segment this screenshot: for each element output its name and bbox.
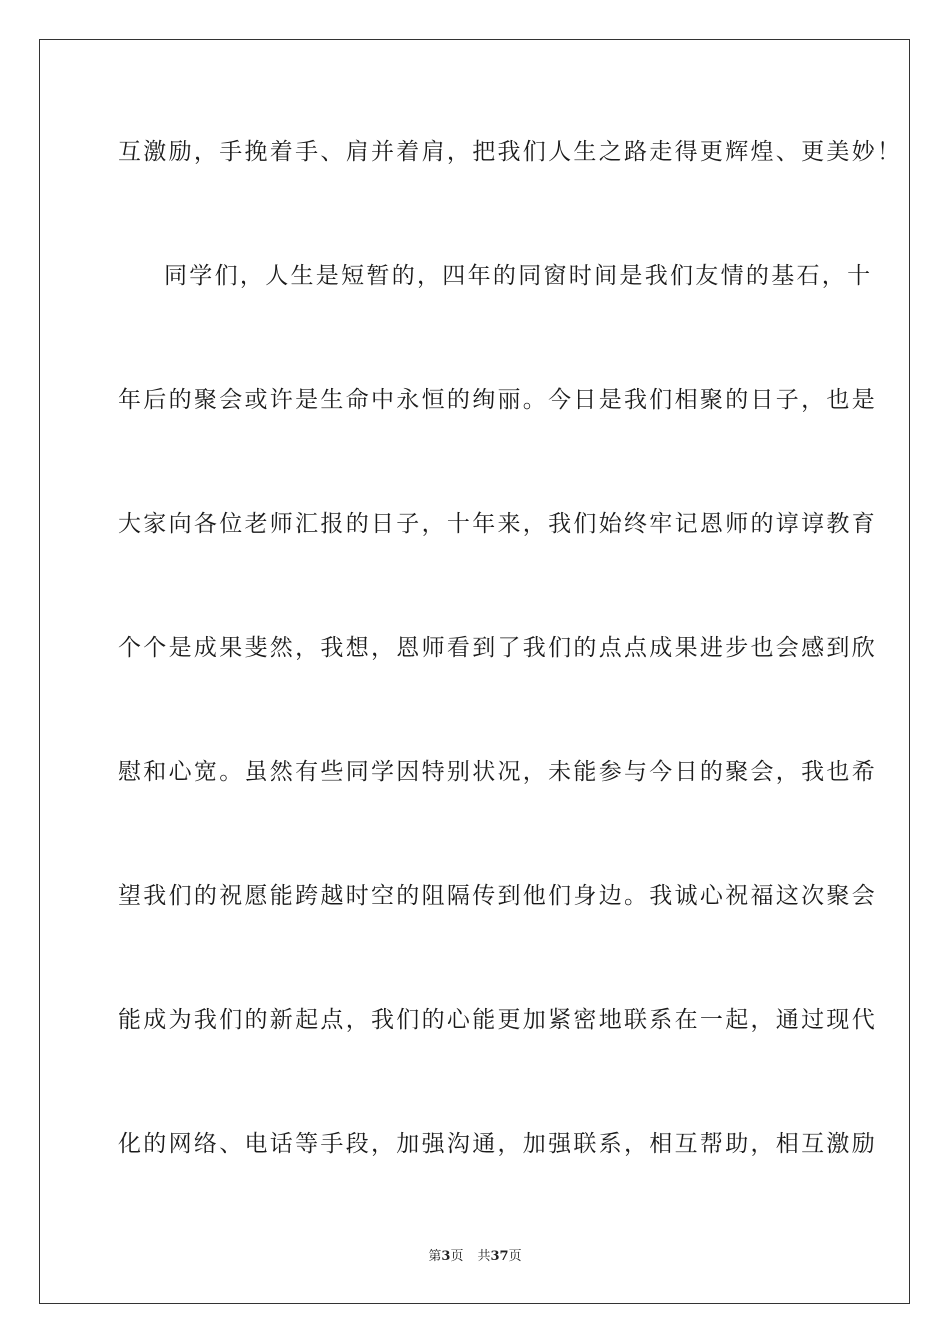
page-prefix: 第 xyxy=(428,1249,442,1264)
body-text-line-3: 年后的聚会或许是生命中永恒的绚丽。今日是我们相聚的日子，也是 xyxy=(118,387,877,413)
body-text-line-5: 个个是成果斐然，我想，恩师看到了我们的点点成果进步也会感到欣 xyxy=(118,635,877,661)
total-prefix: 共 xyxy=(477,1249,491,1264)
page-footer xyxy=(0,1248,950,1266)
page-suffix: 页 xyxy=(450,1249,464,1264)
page-number: 3 xyxy=(441,1249,451,1264)
body-text-line-6: 慰和心宽。虽然有些同学因特别状况，未能参与今日的聚会，我也希 xyxy=(118,759,877,785)
body-text-line-2: 同学们，人生是短暂的，四年的同窗时间是我们友情的基石，十 xyxy=(164,263,873,289)
body-text-line-8: 能成为我们的新起点，我们的心能更加紧密地联系在一起，通过现代 xyxy=(118,1007,877,1033)
total-suffix: 页 xyxy=(508,1249,522,1264)
body-text-line-4: 大家向各位老师汇报的日子，十年来，我们始终牢记恩师的谆谆教育 xyxy=(118,511,877,537)
body-text-line-9: 化的网络、电话等手段，加强沟通，加强联系，相互帮助，相互激励 xyxy=(118,1131,877,1157)
page-border xyxy=(39,39,910,1304)
body-text-line-1: 互激励，手挽着手、肩并着肩，把我们人生之路走得更辉煌、更美妙！ xyxy=(118,139,903,165)
total-pages: 37 xyxy=(490,1249,509,1264)
body-text-line-7: 望我们的祝愿能跨越时空的阻隔传到他们身边。我诚心祝福这次聚会 xyxy=(118,883,877,909)
